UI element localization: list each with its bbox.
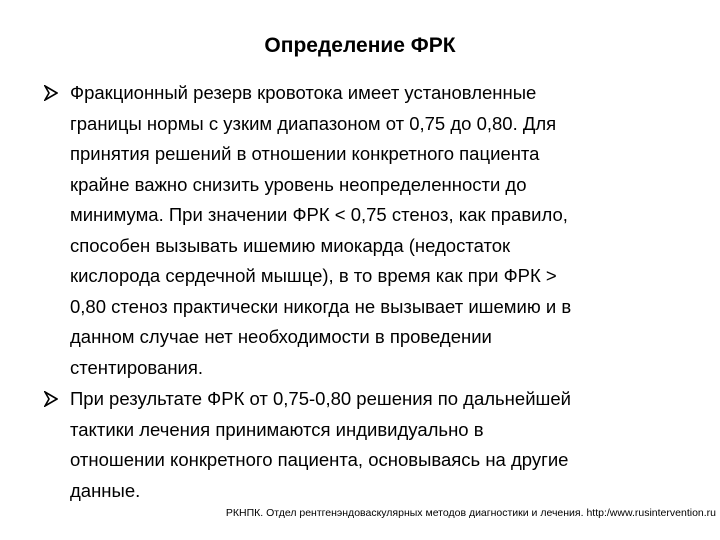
bullet-item [44,384,704,506]
footer-text: РКНПК. Отдел рентгенэндоваскулярных методов диагностики и лечения. http:/www.rusintervention.ru [225,507,716,519]
slide-title: Определение ФРК [264,34,456,57]
bullet-item [44,78,704,383]
bullet-text: При результате ФРК от 0,75-0,80 решения по дальнейшей тактики лечения принимаются индивидуально в отношении конкретного пациента, основываясь на другие данные. [70,388,571,501]
arrow-bullet-icon [44,384,70,415]
arrow-bullet-icon [44,78,70,109]
bullet-text: Фракционный резерв кровотока имеет установленные границы нормы с узким диапазоном от 0,75 до 0,80. Для принятия решений в отношении конкретного пациента крайне важно снизить уровень неопределенности до минимума. При значении ФРК < 0,75 стеноз, как правило, способен вызывать ишемию миокарда (недостаток кислорода сердечной мышце), в то время как при ФРК > 0,80 стеноз практически никогда не вызывает ишемию и в данном случае нет необходимости в проведении стентирования. [70,82,572,378]
